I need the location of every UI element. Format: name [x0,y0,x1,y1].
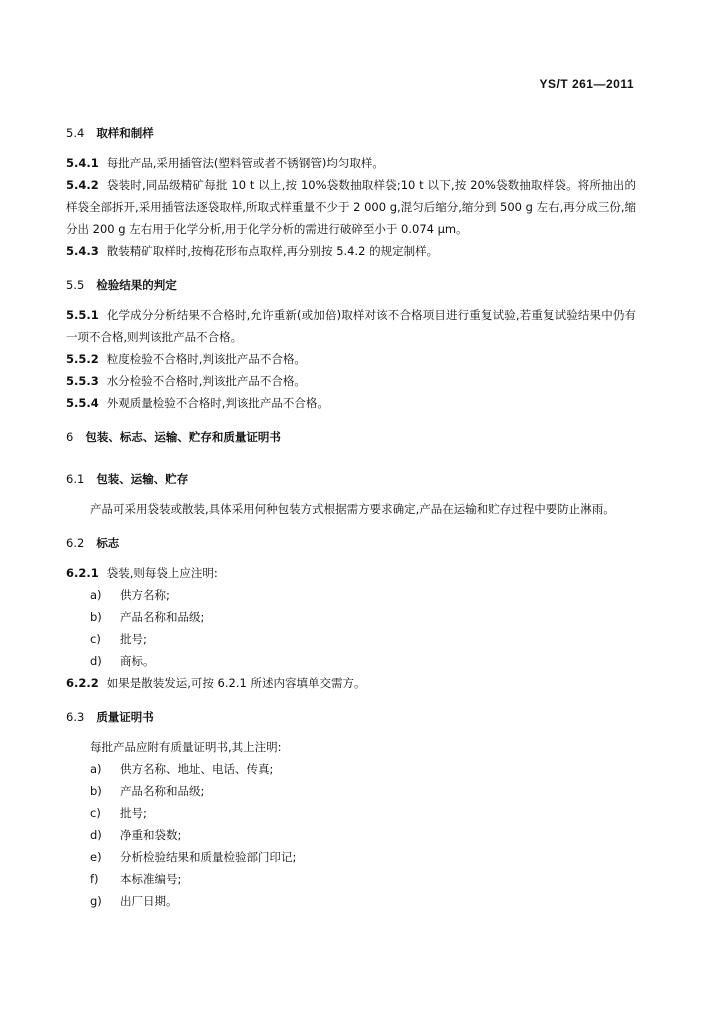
list-item [66,802,636,824]
list-item-text: 分析检验结果和质量检验部门印记; [120,850,297,864]
list-item-label: c) [90,806,101,820]
list-item-label: f) [90,872,99,886]
list-item-text: 供方名称、地址、电话、传真; [120,762,274,776]
list-item-text: 商标。 [120,654,155,668]
section-heading-6-3 [66,706,636,728]
list-item-text: 批号; [120,632,147,646]
list-item [66,824,636,846]
clause-number: 5.5.3 [66,374,99,388]
clause-6-2-2 [66,672,636,694]
list-item [66,584,636,606]
section-number: 5.4 [66,126,85,140]
clause-text: 袋装,则每袋上应注明: [106,566,218,580]
clause-text: 每批产品,采用插管法(塑料管或者不锈钢管)均匀取样。 [106,156,384,170]
clause-5-5-1 [66,304,636,348]
section-heading-6-1 [66,468,636,490]
clause-5-4-3 [66,240,636,262]
clause-text: 水分检验不合格时,判该批产品不合格。 [106,374,306,388]
section-number: 6.3 [66,710,85,724]
list-item-label: c) [90,632,101,646]
list-item-text: 净重和袋数; [120,828,182,842]
section-heading-6-2 [66,532,636,554]
list-item-label: d) [90,828,102,842]
clause-6-2-1 [66,562,636,584]
list-item [66,758,636,780]
list-item-text: 出厂日期。 [120,894,178,908]
list-item [66,846,636,868]
list-item-text: 产品名称和品级; [120,610,205,624]
section-title: 标志 [96,536,120,550]
list-item [66,650,636,672]
section-title: 质量证明书 [96,710,154,724]
standard-number: YS/T 261—2011 [539,77,634,91]
section-number: 6.2 [66,536,85,550]
clause-number: 5.5.2 [66,352,99,366]
clause-text: 化学成分分析结果不合格时,允许重新(或加倍)取样对该不合格项目进行重复试验,若重复试验结果中仍有一项不合格,则判该批产品不合格。 [66,308,636,344]
list-item-label: a) [90,588,102,602]
list-item-label: a) [90,762,102,776]
list-item-text: 供方名称; [120,588,170,602]
clause-number: 5.4.2 [66,178,99,192]
clause-number: 5.5.1 [66,308,99,322]
section-heading-5-4 [66,122,636,144]
section-number: 6.1 [66,472,85,486]
list-item-text: 批号; [120,806,147,820]
list-item [66,780,636,802]
paragraph-6-1: 产品可采用袋装或散装,具体采用何种包装方式根据需方要求确定,产品在运输和贮存过程中要防止淋雨。 [90,502,615,516]
clause-text: 如果是散装发运,可按 6.2.1 所述内容填单交需方。 [106,676,366,690]
list-item [66,606,636,628]
clause-text: 粒度检验不合格时,判该批产品不合格。 [106,352,306,366]
clause-number: 5.4.3 [66,244,99,258]
list-item-label: b) [90,784,102,798]
list-item-label: b) [90,610,102,624]
chapter-heading-6 [66,426,636,448]
paragraph-6-3: 每批产品应附有质量证明书,其上注明: [90,740,282,754]
list-item-text: 本标准编号; [120,872,182,886]
clause-text: 袋装时,同品级精矿每批 10 t 以上,按 10%袋数抽取样袋;10 t 以下,按 20%袋数抽取样袋。将所抽出的样袋全部拆开,采用插管法逐袋取样,所取式样重量不少于 2 000 g,混匀后缩分,缩分到 500 g 左右,再分成三份,缩分出 200 g 左右用于化学分析,用于化学分析的需进行破碎至小于 0.074 μm。 [66,178,636,236]
clause-5-4-1 [66,152,636,174]
clause-number: 5.4.1 [66,156,99,170]
section-title: 包装、运输、贮存 [96,472,189,486]
clause-text: 散装精矿取样时,按梅花形布点取样,再分别按 5.4.2 的规定制样。 [106,244,439,258]
list-item-label: e) [90,850,102,864]
section-title: 检验结果的判定 [96,278,177,292]
clause-number: 5.5.4 [66,396,99,410]
clause-5-5-4 [66,392,636,414]
clause-5-4-2 [66,174,636,240]
list-item [66,890,636,912]
list-item-text: 产品名称和品级; [120,784,205,798]
clause-5-5-2 [66,348,636,370]
section-title: 取样和制样 [96,126,154,140]
list-item [66,628,636,650]
list-item [66,868,636,890]
clause-text: 外观质量检验不合格时,判该批产品不合格。 [106,396,329,410]
clause-number: 6.2.1 [66,566,99,580]
section-number: 5.5 [66,278,85,292]
list-item-label: d) [90,654,102,668]
clause-5-5-3 [66,370,636,392]
clause-number: 6.2.2 [66,676,99,690]
list-item-label: g) [90,894,102,908]
section-heading-5-5 [66,274,636,296]
document-body [66,122,636,912]
chapter-number: 6 [66,430,74,444]
chapter-title: 包装、标志、运输、贮存和质量证明书 [85,430,281,444]
